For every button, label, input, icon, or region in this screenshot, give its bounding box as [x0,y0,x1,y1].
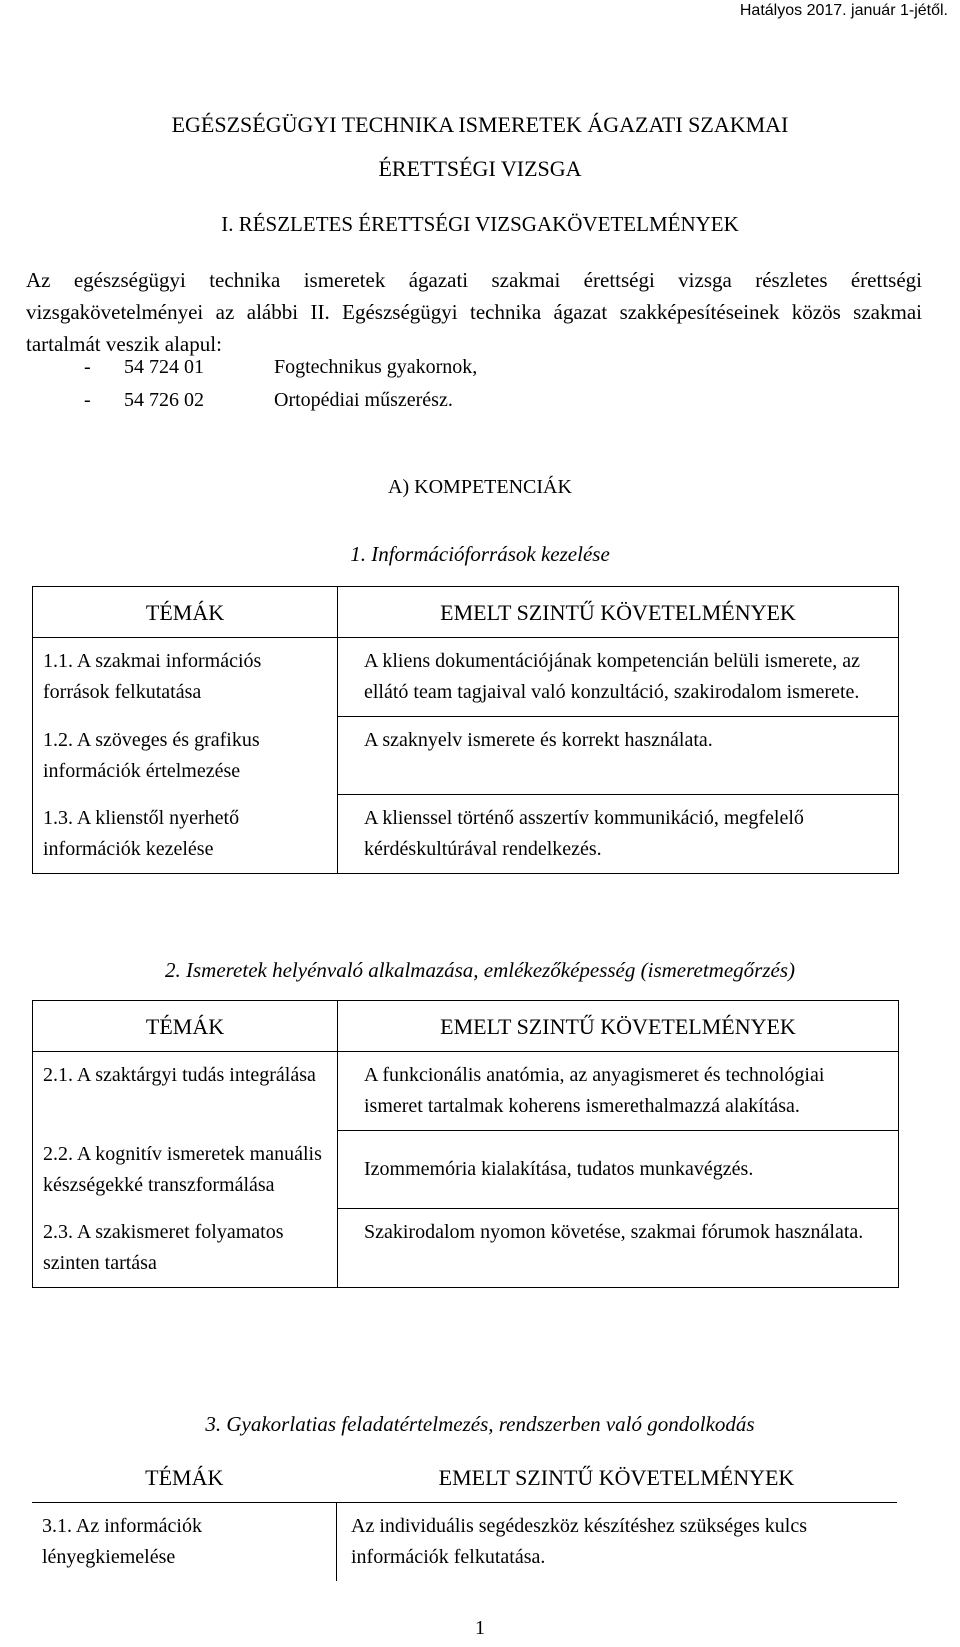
topic-cell: 1.2. A szöveges és grafikus információk értelmezése [43,728,260,782]
section-2-title: 2. Ismeretek helyénvaló alkalmazása, emlékezőképesség (ismeretmegőrzés) [165,958,795,982]
section-1-title: 1. Információforrások kezelése [350,542,610,566]
qualification-list [84,356,477,422]
table-row [33,1052,899,1131]
document-title-line1: EGÉSZSÉGÜGYI TECHNIKA ISMERETEK ÁGAZATI SZAKMAI [171,112,789,137]
qualification-code: 54 726 02 [124,389,204,411]
requirement-cell: A szaknyelv ismerete és korrekt használata. [364,729,713,751]
list-item [84,356,477,389]
table-row [33,717,899,795]
table-row [33,1209,899,1288]
requirement-cell: Szakirodalom nyomon követése, szakmai fórumok használata. [364,1221,864,1243]
topics-header: TÉMÁK [33,587,338,638]
topic-cell: 2.3. A szakismeret folyamatos szinten tartása [43,1220,284,1274]
topic-cell: 2.2. A kognitív ismeretek manuális készségekké transzformálása [43,1142,322,1196]
document-title-line2: ÉRETTSÉGI VIZSGA [378,156,582,181]
requirement-cell: A funkcionális anatómia, az anyagismeret és technológiai ismeret tartalmak koherens ismerethalmazzá alakítása. [364,1064,825,1117]
intro-paragraph [26,264,922,360]
list-item [84,389,477,422]
section-3-table [32,1452,897,1581]
table-row [33,638,899,717]
qualification-name: Fogtechnikus gyakornok, [274,356,478,378]
topic-cell: 1.1. A szakmai információs források felkutatása [43,650,262,703]
qualification-name: Ortopédiai műszerész. [274,389,453,411]
effective-date-note: Hatályos 2017. január 1-jétől. [739,2,948,19]
requirement-cell: A kliens dokumentációjának kompetencián belüli ismerete, az ellátó team tagjaival való konzultáció, szakirodalom ismerete. [364,650,860,703]
topics-header: TÉMÁK [33,1001,338,1052]
intro-text: Az egészségügyi technika ismeretek ágazati szakmai érettségi vizsga részletes érettségi vizsgakövetelményei az alábbi II. Egészségügyi technika ágazat szakképesítéseinek közös szakmai tartalmát veszik alapul: [26,268,922,356]
topic-cell: 3.1. Az információk lényegkiemelése [42,1515,202,1568]
qualification-code: 54 724 01 [124,356,204,378]
section-1-table [32,586,899,874]
table-row [33,1131,899,1209]
topics-header: TÉMÁK [145,1464,224,1490]
section-heading-a: A) KOMPETENCIÁK [388,476,572,498]
requirement-cell: A klienssel történő asszertív kommunikáció, megfelelő kérdéskultúrával rendelkezés. [364,807,804,860]
requirement-cell: Izommemória kialakítása, tudatos munkavégzés. [364,1158,754,1180]
section-3-title: 3. Gyakorlatias feladatértelmezés, rendszerben való gondolkodás [205,1412,755,1436]
topic-cell: 1.3. A klienstől nyerhető információk kezelése [43,806,240,860]
list-dash: - [84,356,91,378]
topic-cell: 2.1. A szaktárgyi tudás integrálása [43,1064,316,1086]
table-row [32,1503,897,1582]
table-row [33,795,899,874]
requirements-header: EMELT SZINTŰ KÖVETELMÉNYEK [338,1001,899,1052]
section-2-table [32,1000,899,1288]
requirements-header: EMELT SZINTŰ KÖVETELMÉNYEK [338,587,899,638]
table-header-row [33,1001,899,1052]
table-header-row [33,587,899,638]
list-dash: - [84,389,91,411]
table-header-row [32,1452,897,1503]
page-number: 1 [475,1617,485,1639]
requirement-cell: Az individuális segédeszköz készítéshez szükséges kulcs információk felkutatása. [351,1515,807,1568]
requirements-header: EMELT SZINTŰ KÖVETELMÉNYEK [438,1464,795,1490]
part-title: I. RÉSZLETES ÉRETTSÉGI VIZSGAKÖVETELMÉNYEK [221,212,739,236]
